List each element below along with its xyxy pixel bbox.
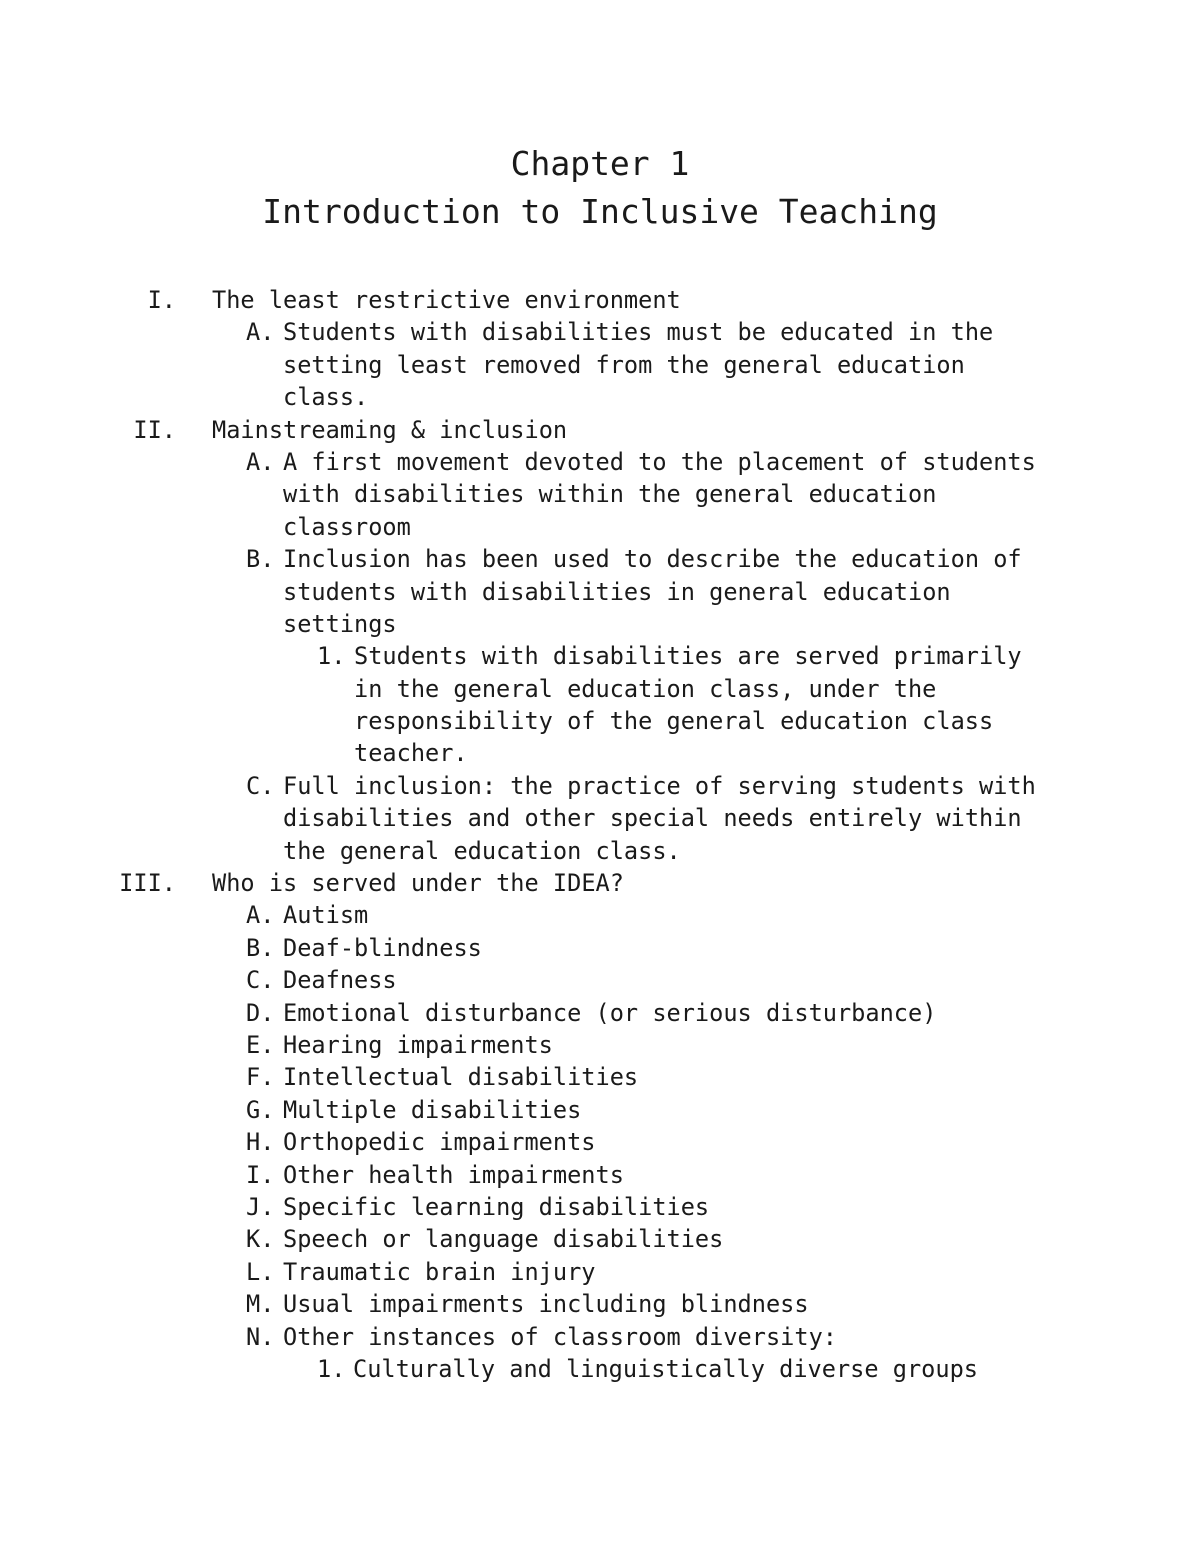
- outline-text: Hearing impairments: [283, 1030, 553, 1059]
- outline-marker: N.: [246, 1322, 275, 1351]
- outline-marker: I.: [147, 286, 176, 314]
- outline-text: Orthopedic impairments: [283, 1128, 596, 1157]
- outline-item-continuation: [0, 381, 1200, 413]
- outline-marker: K.: [246, 1225, 275, 1254]
- outline-text: teacher.: [354, 739, 468, 768]
- outline-text: Students with disabilities must be educated in the: [283, 318, 994, 347]
- outline-text: responsibility of the general education class: [354, 707, 994, 736]
- outline-marker: 1.: [317, 1354, 346, 1383]
- outline-list: [0, 284, 1200, 1385]
- outline-item: [0, 316, 1200, 348]
- outline-item-continuation: [0, 608, 1200, 640]
- outline-item: [0, 899, 1200, 931]
- outline-text: Culturally and linguistically diverse groups: [353, 1354, 979, 1383]
- outline-text: Emotional disturbance (or serious disturbance): [283, 998, 937, 1027]
- outline-marker: III.: [119, 869, 176, 898]
- outline-item: [0, 964, 1200, 996]
- outline-text: A first movement devoted to the placement of students: [283, 447, 1036, 476]
- outline-item: [0, 770, 1200, 802]
- outline-item: [0, 1256, 1200, 1288]
- outline-item: [0, 640, 1200, 672]
- outline-text: Mainstreaming & inclusion: [212, 415, 568, 444]
- outline-text: Traumatic brain injury: [283, 1257, 596, 1286]
- outline-item: [0, 1321, 1200, 1353]
- outline-text: class.: [283, 383, 369, 412]
- outline-item: [0, 414, 1200, 446]
- outline-text: Intellectual disabilities: [283, 1063, 639, 1092]
- outline-text: Inclusion has been used to describe the education of: [283, 545, 1022, 574]
- outline-item: [0, 1353, 1200, 1385]
- outline-item: [0, 1159, 1200, 1191]
- outline-text: Full inclusion: the practice of serving students with: [283, 771, 1036, 800]
- outline-marker: G.: [246, 1095, 275, 1124]
- outline-text: Other health impairments: [283, 1160, 624, 1189]
- outline-text: Students with disabilities are served primarily: [354, 642, 1022, 671]
- outline-item: [0, 1191, 1200, 1223]
- outline-marker: A.: [246, 901, 275, 930]
- outline-text: setting least removed from the general education: [283, 350, 965, 379]
- outline-text: Usual impairments including blindness: [283, 1290, 809, 1319]
- outline-text: with disabilities within the general education: [283, 480, 937, 509]
- outline-text: Deaf-blindness: [283, 933, 482, 962]
- outline-item: [0, 997, 1200, 1029]
- outline-item: [0, 1094, 1200, 1126]
- outline-marker: B.: [246, 933, 275, 962]
- outline-item: [0, 1029, 1200, 1061]
- outline-text: classroom: [283, 512, 411, 541]
- outline-item-continuation: [0, 511, 1200, 543]
- outline-text: The least restrictive environment: [212, 286, 681, 314]
- outline-marker: E.: [246, 1030, 275, 1059]
- outline-marker: M.: [246, 1290, 275, 1319]
- outline-item-continuation: [0, 705, 1200, 737]
- outline-marker: J.: [246, 1192, 275, 1221]
- outline-marker: H.: [246, 1128, 275, 1157]
- chapter-number: Chapter 1: [510, 144, 690, 183]
- outline-marker: C.: [246, 771, 275, 800]
- outline-item-continuation: [0, 576, 1200, 608]
- outline-text: Who is served under the IDEA?: [212, 869, 624, 898]
- outline-marker: A.: [246, 318, 275, 347]
- outline-item-continuation: [0, 349, 1200, 381]
- outline-item-continuation: [0, 737, 1200, 769]
- outline-item: [0, 1288, 1200, 1320]
- outline-item-continuation: [0, 802, 1200, 834]
- outline-marker: 1.: [317, 642, 346, 671]
- outline-marker: A.: [246, 447, 275, 476]
- chapter-title-block: [0, 140, 1200, 236]
- outline-item: [0, 1126, 1200, 1158]
- outline-text: in the general education class, under the: [354, 674, 937, 703]
- outline-item-continuation: [0, 478, 1200, 510]
- outline-text: disabilities and other special needs entirely within: [283, 804, 1022, 833]
- outline-text: settings: [283, 609, 397, 638]
- outline-text: students with disabilities in general education: [283, 577, 951, 606]
- outline-marker: II.: [133, 415, 176, 444]
- outline-text: Specific learning disabilities: [283, 1192, 710, 1221]
- outline-marker: I.: [246, 1160, 275, 1189]
- chapter-title: Introduction to Inclusive Teaching: [262, 192, 938, 231]
- outline-text: Autism: [283, 901, 369, 930]
- outline-text: Speech or language disabilities: [283, 1225, 724, 1254]
- outline-marker: C.: [246, 966, 275, 995]
- outline-text: Deafness: [283, 966, 397, 995]
- outline-item: [0, 1061, 1200, 1093]
- outline-item-continuation: [0, 835, 1200, 867]
- outline-text: Multiple disabilities: [283, 1095, 582, 1124]
- outline-item: [0, 1223, 1200, 1255]
- outline-marker: B.: [246, 545, 275, 574]
- outline-marker: F.: [246, 1063, 275, 1092]
- outline-item: [0, 284, 1200, 316]
- outline-marker: L.: [246, 1257, 275, 1286]
- outline-item: [0, 543, 1200, 575]
- outline-item: [0, 932, 1200, 964]
- outline-marker: D.: [246, 998, 275, 1027]
- outline-item: [0, 867, 1200, 899]
- outline-text: the general education class.: [283, 836, 681, 865]
- outline-item-continuation: [0, 673, 1200, 705]
- outline-item: [0, 446, 1200, 478]
- outline-text: Other instances of classroom diversity:: [283, 1322, 837, 1351]
